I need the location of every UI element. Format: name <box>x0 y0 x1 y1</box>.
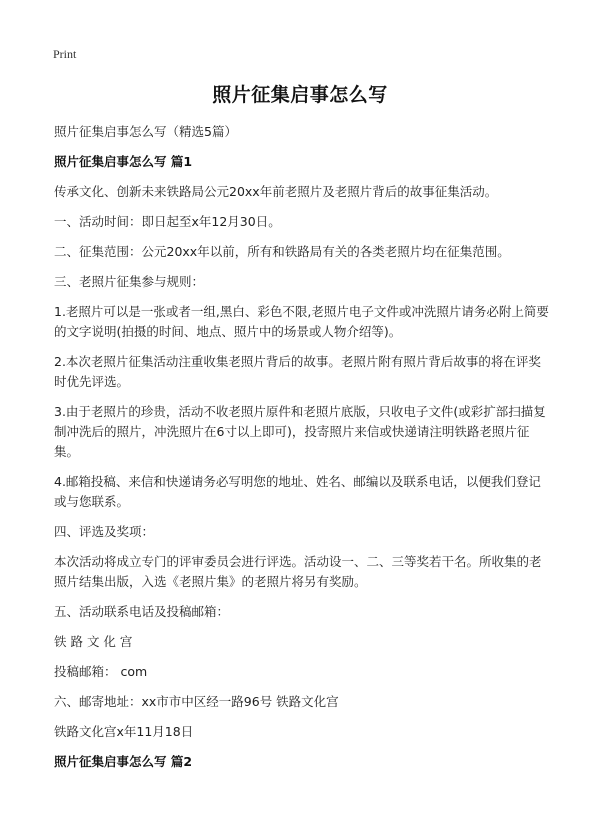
paragraph: 3.由于老照片的珍贵，活动不收老照片原件和老照片底版，只收电子文件(或彩扩部扫描复制冲洗后的照片，冲洗照片在6寸以上即可)，投寄照片来信或快递请注明铁路老照片征集。 <box>54 404 546 459</box>
paragraph: 四、评选及奖项： <box>54 524 155 539</box>
paragraph: 本次活动将成立专门的评审委员会进行评选。活动设一、二、三等奖若干名。所收集的老照片结集出版，入选《老照片集》的老照片将另有奖励。 <box>54 554 542 589</box>
paragraph: 二、征集范围：公元20xx年以前，所有和铁路局有关的各类老照片均在征集范围。 <box>54 244 510 259</box>
section-heading: 照片征集启事怎么写 篇1 <box>54 154 193 169</box>
page-title: 照片征集启事怎么写 <box>212 84 388 106</box>
paragraph: 一、活动时间：即日起至x年12月30日。 <box>54 214 281 229</box>
paragraph: 1.老照片可以是一张或者一组,黑白、彩色不限,老照片电子文件或冲洗照片请务必附上简要的文字说明(拍摄的时间、地点、照片中的场景或人物介绍等)。 <box>54 304 549 339</box>
paragraph: 六、邮寄地址：xx市市中区经一路96号 铁路文化宫 <box>54 694 339 709</box>
document-body <box>54 122 552 782</box>
paragraph: 五、活动联系电话及投稿邮箱： <box>54 604 230 619</box>
print-link[interactable]: Print <box>53 47 77 61</box>
paragraph: 铁 路 文 化 宫 <box>54 634 133 649</box>
paragraph: 投稿邮箱： com <box>54 664 148 679</box>
paragraph: 铁路文化宫x年11月18日 <box>54 724 194 739</box>
paragraph: 4.邮箱投稿、来信和快递请务必写明您的地址、姓名、邮编以及联系电话，以便我们登记或与您联系。 <box>54 474 541 509</box>
paragraph: 传承文化、创新未来铁路局公元20xx年前老照片及老照片背后的故事征集活动。 <box>54 184 498 199</box>
document-subtitle: 照片征集启事怎么写（精选5篇） <box>54 124 237 139</box>
paragraph: 2.本次老照片征集活动注重收集老照片背后的故事。老照片附有照片背后故事的将在评奖时优先评选。 <box>54 354 541 389</box>
paragraph: 三、老照片征集参与规则： <box>54 274 205 289</box>
section-heading: 照片征集启事怎么写 篇2 <box>54 754 193 769</box>
